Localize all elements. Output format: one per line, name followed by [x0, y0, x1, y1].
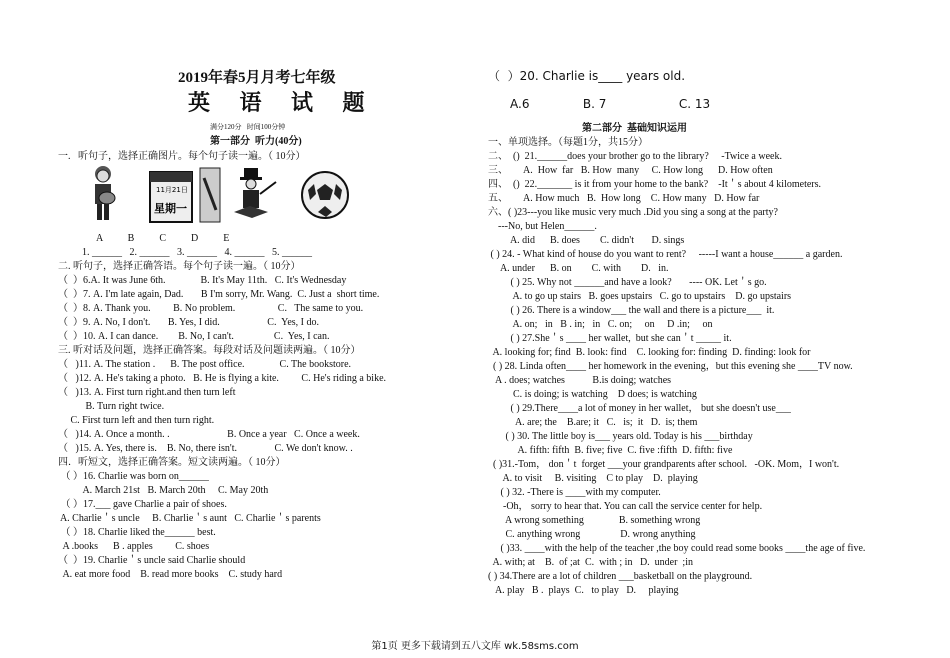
question-line: （ )13. A. First turn right.and then turn left — [58, 387, 236, 398]
question-line: （ ）20. Charlie is____ years old. — [488, 69, 686, 83]
question-line: ( ) 24. - What kind of house do you want to rent? -----I want a house______ a garden. — [488, 249, 843, 260]
question-line: A wrong something B. something wrong — [488, 515, 701, 526]
part1-heading: 第一部分 听力(40分) — [210, 136, 302, 147]
page-footer: 第1页 更多下载请到五八文库 wk.58sms.com — [371, 641, 579, 652]
question-line: B. Turn right twice. — [58, 401, 165, 412]
calendar-day: 星期一 — [154, 202, 187, 215]
subject-title: 英 语 试 题 — [188, 90, 377, 115]
question-line: 五、 A. How much B. How long C. How many D. How far — [488, 193, 760, 204]
question-line: A. did B. does C. didn't D. sings — [488, 235, 685, 246]
question-line: （ )12. A. He's taking a photo. B. He is flying a kite. C. He's riding a bike. — [58, 373, 387, 384]
score-time: 满分120分 时间100分钟 — [210, 123, 286, 131]
boy-guitar-icon — [83, 164, 123, 224]
question-line: （ ）8. A. Thank you. B. No problem. C. The same to you. — [58, 303, 364, 314]
question-line: （ ）6.A. It was June 6th. B. It's May 11th. C. It's Wednesday — [58, 275, 347, 286]
calendar-icon — [148, 168, 194, 224]
question-line: （ ）9. A. No, I don't. B. Yes, I did. C. Yes, I do. — [58, 317, 319, 328]
question-line: 六、( )23---you like music very much .Did you sing a song at the party? — [488, 207, 778, 218]
answer-blanks: 1. ______ 2. ______ 3. ______ 4. ______ 5. ______ — [82, 247, 312, 258]
question-line: ( ) 32. -There is ____with my computer. — [488, 487, 661, 498]
section-heading: 二. 听句子，选择正确答语。每个句子读一遍。（ 10分） — [58, 261, 301, 272]
question-line: （ ）18. Charlie liked the______ best. — [58, 527, 216, 538]
question-line: A. Charlie＇s uncle B. Charlie＇s aunt C. Charlie＇s parents — [58, 513, 321, 524]
question-line: （ ）19. Charlie＇s uncle said Charlie should — [58, 555, 246, 566]
question-line: A . does; watches B.is doing; watches — [488, 375, 672, 386]
question-line: 二、 () 21.______does your brother go to the library? -Twice a week. — [488, 151, 782, 162]
question-line: C. First turn left and then turn right. — [58, 415, 215, 426]
question-line: ( )31.-Tom， don＇t forget ___your grandparents after school. -OK. Mom，I won't. — [488, 459, 840, 470]
question-line: C. anything wrong D. wrong anything — [488, 529, 696, 540]
section-heading: 一. 听句子，选择正确图片。每个句子读一遍。（ 10分） — [58, 151, 306, 162]
calendar-date: 11月21日 — [156, 186, 188, 194]
question-line: ( ) 29.There____a lot of money in her wallet， but she doesn't use___ — [488, 403, 791, 414]
football-icon — [300, 170, 350, 220]
question-line: ( ) 26. There is a window___ the wall and there is a picture___ it. — [488, 305, 775, 316]
section-heading: 四．听短文，选择正确答案。短文读两遍。（ 10分） — [58, 457, 286, 468]
question-line: C. is doing; is watching D does; is watching — [488, 389, 697, 400]
question-line: （ )14. A. Once a month. . B. Once a year C. Once a week. — [58, 429, 360, 440]
question-line: ( ) 27.She＇s ____ her wallet, but she can＇t _____ it. — [488, 333, 732, 344]
question-line: A. to go up stairs B. goes upstairs C. go to upstairs D. go upstairs — [488, 291, 792, 302]
question-options: A.6 B. 7 C. 13 — [510, 97, 711, 111]
question-line: A. under B. on C. with D. in. — [488, 263, 669, 274]
picture-labels: A B C D E — [96, 233, 230, 244]
question-line: A. are; the B.are; it C. is; it D. is; them — [488, 417, 698, 428]
question-line: ( ) 34.There are a lot of children ___basketball on the playground. — [488, 571, 753, 582]
question-line: 三、 A. How far B. How many C. How long D. How often — [488, 165, 773, 176]
question-line: A. with; at B. of ;at C. with ; in D. under ;in — [488, 557, 693, 568]
question-line: A. fifth: fifth B. five; five C. five :fifth D. fifth: five — [488, 445, 733, 456]
question-line: ( ) 25. Why not ______and have a look? ---- OK. Let＇s go. — [488, 277, 767, 288]
question-line: ( )33. ____with the help of the teacher ,the boy could read some books ____the age of five. — [488, 543, 866, 554]
section-heading: 三. 听对话及问题，选择正确答案。每段对话及问题读两遍。（ 10分） — [58, 345, 361, 356]
question-line: A. play B . plays C. to play D. playing — [488, 585, 679, 596]
section-heading: 一、单项选择。（每题1分，共15分） — [488, 137, 648, 148]
question-line: （ ）7. A. I'm late again, Dad. B I'm sorry, Mr. Wang. C. Just a short time. — [58, 289, 380, 300]
question-line: （ ）16. Charlie was born on______ — [58, 471, 209, 482]
question-line: （ )15. A. Yes, there is. B. No, there isn't. C. We don't know. . — [58, 443, 353, 454]
magician-icon — [230, 168, 280, 222]
question-line: A. eat more food B. read more books C. study hard — [58, 569, 283, 580]
question-line: ( ) 28. Linda often____ her homework in the evening，but this evening she ____TV now. — [488, 361, 853, 372]
question-line: 四、 () 22._______ is it from your home to the bank? -It＇s about 4 kilometers. — [488, 179, 822, 190]
question-line: A. looking for; find B. look: find C. looking for: finding D. finding: look for — [488, 347, 811, 358]
question-line: ( ) 30. The little boy is___ years old. Today is his ___birthday — [488, 431, 753, 442]
question-line: A. March 21st B. March 20th C. May 20th — [58, 485, 269, 496]
question-line: （ ）10. A. I can dance. B. No, I can't. C. Yes, I can. — [58, 331, 330, 342]
friday-text-icon — [196, 166, 226, 224]
question-line: （ )11. A. The station . B. The post office. C. The bookstore. — [58, 359, 352, 370]
part2-heading: 第二部分 基础知识运用 — [582, 123, 687, 134]
question-line: A .books B . apples C. shoes — [58, 541, 210, 552]
question-line: -Oh， sorry to hear that. You can call the service center for help. — [488, 501, 763, 512]
question-line: （ ）17.___ gave Charlie a pair of shoes. — [58, 499, 227, 510]
question-line: ---No, but Helen______. — [488, 221, 597, 232]
exam-title: 2019年春5月月考七年级 — [178, 70, 336, 86]
question-line: A. on; in B . in; in C. on; on D .in; on — [488, 319, 713, 330]
question-line: A. to visit B. visiting C to play D. playing — [488, 473, 698, 484]
